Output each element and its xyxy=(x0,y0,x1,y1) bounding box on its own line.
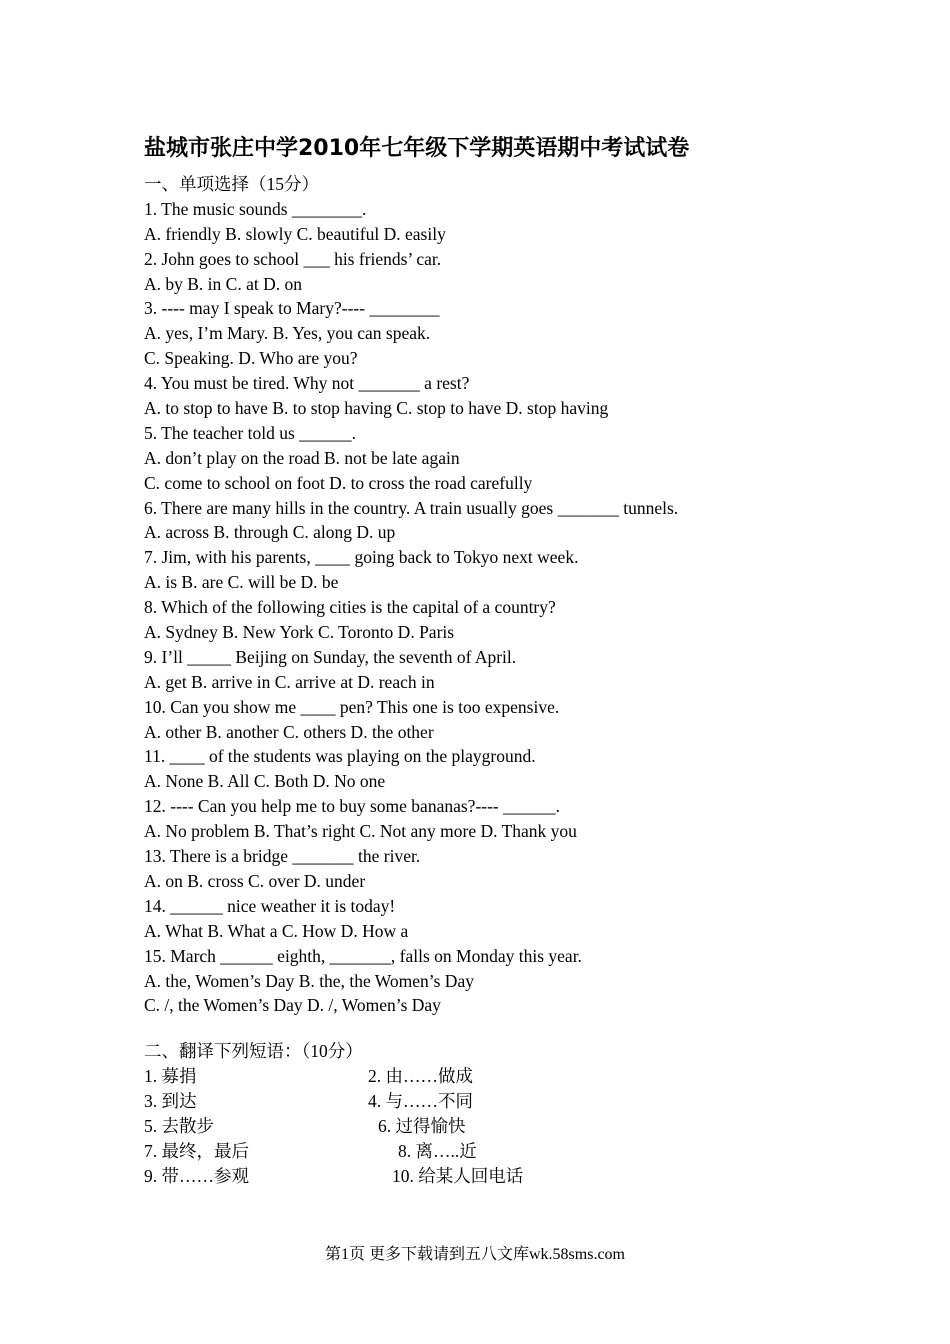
question-line: C. come to school on foot D. to cross the road carefully xyxy=(144,472,533,493)
translation-item: 7. 最终，最后 xyxy=(144,1140,249,1161)
translation-row xyxy=(144,1139,844,1164)
translation-item: 2. 由……做成 xyxy=(368,1066,473,1087)
section-gap xyxy=(144,1018,844,1039)
question-line: 10. Can you show me ____ pen? This one is too expensive. xyxy=(144,696,560,717)
question-line: A. to stop to have B. to stop having C. stop to have D. stop having xyxy=(144,398,609,419)
question-line: C. /, the Women’s Day D. /, Women’s Day xyxy=(144,995,441,1016)
question-line: 13. There is a bridge _______ the river. xyxy=(144,846,421,867)
question-line: C. Speaking. D. Who are you? xyxy=(144,348,358,369)
question-line: 7. Jim, with his parents, ____ going back to Tokyo next week. xyxy=(144,547,579,568)
translation-item: 5. 去散步 xyxy=(144,1115,214,1136)
question-line: A. What B. What a C. How D. How a xyxy=(144,920,409,941)
page-title: 盐城市张庄中学2010年七年级下学期英语期中考试试卷 xyxy=(144,136,690,161)
question-line: A. Sydney B. New York C. Toronto D. Paris xyxy=(144,622,455,643)
translation-row xyxy=(144,1089,844,1114)
question-line: 6. There are many hills in the country. A train usually goes _______ tunnels. xyxy=(144,497,679,518)
question-line: 14. ______ nice weather it is today! xyxy=(144,895,396,916)
translation-item: 6. 过得愉快 xyxy=(378,1115,466,1136)
question-line: A. None B. All C. Both D. No one xyxy=(144,771,386,792)
question-line: A. other B. another C. others D. the other xyxy=(144,721,434,742)
page-footer: 第1页 更多下载请到五八文库wk.58sms.com xyxy=(324,1246,625,1263)
translation-items xyxy=(144,1064,844,1188)
question-line: 11. ____ of the students was playing on the playground. xyxy=(144,746,536,767)
multiple-choice-questions xyxy=(144,197,844,1018)
question-line: 3. ---- may I speak to Mary?---- ________ xyxy=(144,298,440,319)
question-line: 15. March ______ eighth, _______, falls on Monday this year. xyxy=(144,945,582,966)
translation-item: 3. 到达 xyxy=(144,1091,197,1112)
translation-item: 4. 与……不同 xyxy=(368,1091,473,1112)
question-line: A. by B. in C. at D. on xyxy=(144,273,302,294)
question-line: A. don’t play on the road B. not be late again xyxy=(144,447,460,468)
translation-item: 1. 募捐 xyxy=(144,1066,197,1087)
translation-row xyxy=(144,1064,844,1089)
section-heading-translation: 二、翻译下列短语：（10分） xyxy=(144,1041,363,1062)
question-line: A. get B. arrive in C. arrive at D. reach in xyxy=(144,671,435,692)
translation-row xyxy=(144,1164,844,1189)
question-line: 5. The teacher told us ______. xyxy=(144,422,357,443)
question-line: A. No problem B. That’s right C. Not any more D. Thank you xyxy=(144,821,577,842)
question-line: A. friendly B. slowly C. beautiful D. easily xyxy=(144,223,446,244)
question-line: A. the, Women’s Day B. the, the Women’s Day xyxy=(144,970,474,991)
translation-item: 8. 离…..近 xyxy=(398,1140,477,1161)
question-line: 2. John goes to school ___ his friends’ car. xyxy=(144,248,442,269)
question-line: 9. I’ll _____ Beijing on Sunday, the seventh of April. xyxy=(144,646,517,667)
question-line: 8. Which of the following cities is the capital of a country? xyxy=(144,597,556,618)
translation-item: 10. 给某人回电话 xyxy=(392,1165,524,1186)
question-line: 4. You must be tired. Why not _______ a rest? xyxy=(144,373,470,394)
translation-row xyxy=(144,1114,844,1139)
section-heading-multiple-choice: 一、单项选择（15分） xyxy=(144,174,319,194)
question-line: A. yes, I’m Mary. B. Yes, you can speak. xyxy=(144,323,431,344)
question-line: 12. ---- Can you help me to buy some bananas?---- ______. xyxy=(144,796,561,817)
question-line: A. on B. cross C. over D. under xyxy=(144,870,366,891)
translation-item: 9. 带……参观 xyxy=(144,1165,249,1186)
question-line: A. across B. through C. along D. up xyxy=(144,522,396,543)
question-line: 1. The music sounds ________. xyxy=(144,198,367,219)
question-line: A. is B. are C. will be D. be xyxy=(144,572,339,593)
exam-content xyxy=(144,172,844,1189)
